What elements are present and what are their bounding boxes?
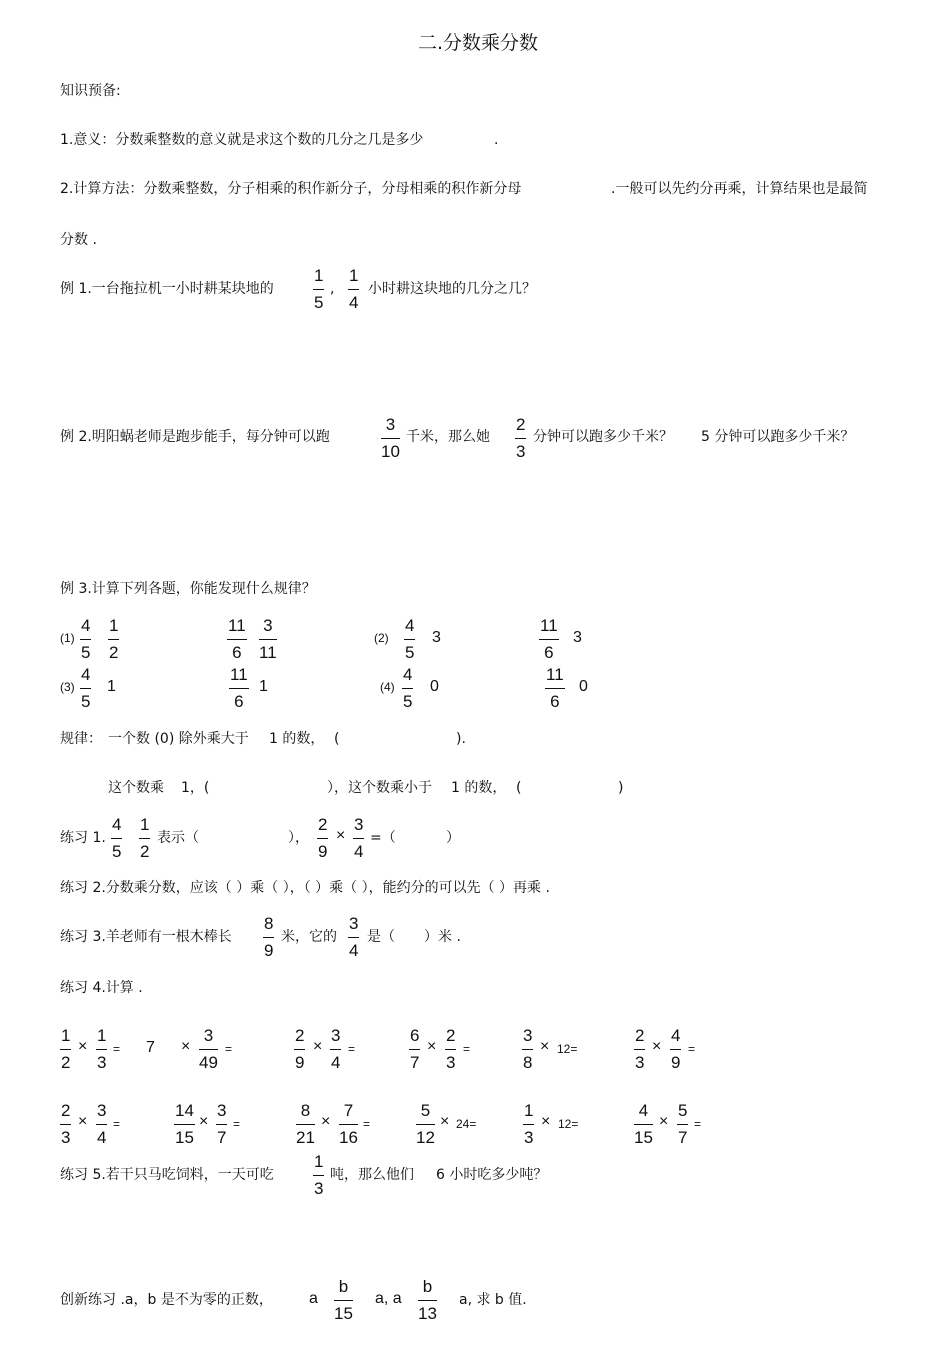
numerator: 2	[446, 1026, 456, 1045]
ex3-p4-number-b: 0	[579, 678, 588, 695]
method-text-end: 分数 .	[60, 232, 97, 248]
p4-r2-e4-tail: 24=	[456, 1117, 477, 1131]
denominator: 4	[97, 1128, 107, 1147]
denominator: 3	[635, 1053, 645, 1072]
ex1-fraction-2	[348, 266, 359, 313]
p2-text: 练习 2.分数乘分数，应该（ ）乘（ ），（ ）乘（ ），能约分的可以先（ ）再乘 .	[60, 880, 550, 896]
meaning-period: .	[494, 132, 499, 148]
times-sign: ×	[336, 827, 346, 844]
p4-r2-e3-fraction-b	[339, 1101, 358, 1148]
denominator: 10	[381, 442, 400, 461]
p4-r1-e4-tail: 12=	[557, 1042, 578, 1056]
denominator: 5	[314, 293, 324, 312]
prep-heading: 知识预备:	[60, 83, 121, 99]
p4-r2-e5-fraction	[523, 1101, 534, 1148]
denominator: 11	[259, 643, 277, 662]
denominator: 3	[61, 1128, 71, 1147]
p4-r2-e2-fraction-a	[174, 1101, 195, 1148]
times-sign: ×	[427, 1038, 437, 1055]
denominator: 3	[97, 1053, 107, 1072]
equals-sign: =	[463, 1042, 471, 1056]
numerator: 6	[410, 1026, 420, 1045]
times-sign: ×	[659, 1113, 669, 1130]
p4-r1-number: 7	[146, 1039, 155, 1056]
denominator: 5	[403, 692, 413, 711]
p1-label: 练习 1.	[60, 830, 106, 846]
denominator: 15	[334, 1304, 353, 1323]
p1-fraction-3	[317, 815, 328, 862]
rule-paren-open: (	[334, 731, 340, 747]
rule-text-3: 这个数乘	[108, 780, 164, 796]
denominator: 5	[81, 643, 91, 662]
p4-r2-e3-fraction-a	[296, 1101, 315, 1148]
ex1-comma: ,	[330, 281, 335, 297]
page-title: 二.分数乘分数	[418, 32, 539, 54]
p4-r1-e3-fraction-a	[409, 1026, 420, 1073]
numerator: 2	[516, 415, 526, 434]
times-sign: ×	[78, 1113, 88, 1130]
denominator: 7	[678, 1128, 688, 1147]
denominator: 7	[410, 1053, 420, 1072]
p4-r2-e6-fraction-b	[677, 1101, 688, 1148]
rule-text-5: ），这个数乘小于	[327, 780, 432, 796]
ex2-text: 例 2.明阳蜗老师是跑步能手，每分钟可以跑	[60, 429, 330, 445]
p3-fraction-2	[348, 914, 359, 961]
numerator: 8	[264, 914, 274, 933]
equals-sign: =	[113, 1117, 121, 1131]
rule-label: 规律：	[60, 731, 102, 747]
numerator: 3	[263, 616, 273, 635]
denominator: 6	[550, 692, 560, 711]
denominator: 6	[234, 692, 244, 711]
denominator: 6	[544, 643, 554, 662]
denominator: 4	[331, 1053, 341, 1072]
denominator: 49	[199, 1053, 218, 1072]
equals-sign: =	[688, 1042, 696, 1056]
p4-r1-e4-fraction	[522, 1026, 533, 1073]
numerator: 11	[546, 665, 564, 684]
numerator: 3	[523, 1026, 533, 1045]
times-sign: ×	[313, 1038, 323, 1055]
numerator: 4	[403, 665, 413, 684]
numerator: 3	[217, 1101, 227, 1120]
method-text: 2.计算方法：分数乘整数，分子相乘的积作新分子，分母相乘的积作新分母	[60, 181, 522, 197]
denominator: 3	[516, 442, 526, 461]
numerator: 4	[81, 616, 91, 635]
ex3-p1-fraction-a	[80, 616, 91, 663]
ex3-label-3: (3)	[60, 680, 75, 694]
denominator: 4	[349, 293, 359, 312]
numerator: 2	[318, 815, 328, 834]
times-sign: ×	[181, 1038, 191, 1055]
p4-r1-e5-fraction-a	[634, 1026, 645, 1073]
numerator: 2	[295, 1026, 305, 1045]
denominator: 5	[405, 643, 415, 662]
rule-text-2: 1 的数，	[269, 731, 325, 747]
numerator: 5	[678, 1101, 688, 1120]
denominator: 5	[112, 842, 122, 861]
p1-fraction-4	[353, 815, 364, 862]
numerator: 3	[203, 1026, 214, 1045]
innov-var-a: a	[309, 1290, 318, 1307]
rule-paren-open-2: (	[516, 780, 522, 796]
numerator: 4	[638, 1101, 649, 1120]
denominator: 3	[524, 1128, 534, 1147]
times-sign: ×	[321, 1113, 331, 1130]
denominator: 21	[296, 1128, 315, 1147]
ex2-fraction-1	[381, 415, 400, 462]
equals-sign: =	[225, 1042, 233, 1056]
times-sign: ×	[199, 1113, 209, 1130]
ex3-text: 例 3.计算下列各题，你能发现什么规律？	[60, 581, 316, 597]
denominator: 8	[523, 1053, 533, 1072]
numerator: 14	[175, 1101, 194, 1120]
ex3-p3-fraction-b	[229, 665, 249, 712]
ex3-p3-number-b: 1	[259, 678, 268, 695]
ex3-label-2: (2)	[374, 631, 389, 645]
innov-label: 创新练习 .a，b 是不为零的正数，	[60, 1292, 273, 1308]
denominator: 3	[446, 1053, 456, 1072]
p4-r1-e3-fraction-b	[445, 1026, 456, 1073]
equals-sign: =	[233, 1117, 241, 1131]
numerator: 11	[230, 665, 248, 684]
p3-text-3: ）米 .	[424, 929, 461, 945]
denominator: 6	[232, 643, 242, 662]
ex3-p2-fraction-a	[404, 616, 415, 663]
denominator: 9	[318, 842, 328, 861]
times-sign: ×	[541, 1113, 551, 1130]
numerator: 4	[112, 815, 122, 834]
numerator: 4	[671, 1026, 681, 1045]
numerator: 1	[524, 1101, 534, 1120]
numerator: 4	[81, 665, 91, 684]
innov-fraction-2	[418, 1277, 437, 1324]
p1-fraction-1	[111, 815, 122, 862]
numerator: 5	[420, 1101, 431, 1120]
method-text-cont: .一般可以先约分再乘，计算结果也是最简	[611, 181, 868, 197]
ex3-p4-fraction-a	[402, 665, 413, 712]
p1-fraction-2	[139, 815, 150, 862]
rule-paren-close-2: )	[618, 780, 624, 796]
ex3-p4-number-a: 0	[430, 678, 439, 695]
ex2-fraction-2	[515, 415, 526, 462]
numerator: 3	[97, 1101, 107, 1120]
ex3-p3-number-a: 1	[107, 678, 116, 695]
p1-text-2: ），	[288, 830, 309, 846]
ex3-p1-fraction-c	[227, 616, 247, 663]
numerator: 1	[140, 815, 150, 834]
denominator: 5	[81, 692, 91, 711]
ex3-p2-number-a: 3	[432, 629, 441, 646]
denominator: 15	[634, 1128, 653, 1147]
p1-text-1: 表示（	[157, 830, 199, 846]
p3-text-1: 米，它的	[281, 929, 337, 945]
denominator: 16	[339, 1128, 358, 1147]
p3-text-2: 是（	[367, 929, 395, 945]
ex3-p1-fraction-b	[108, 616, 119, 663]
denominator: 2	[109, 643, 119, 662]
p4-r1-e1-fraction-b	[96, 1026, 107, 1073]
denominator: 12	[416, 1128, 435, 1147]
p4-r2-e1-fraction-a	[60, 1101, 71, 1148]
times-sign: ×	[652, 1038, 662, 1055]
numerator: 4	[405, 616, 415, 635]
p5-fraction	[313, 1152, 324, 1199]
denominator: 13	[418, 1304, 437, 1323]
numerator: 2	[635, 1026, 645, 1045]
innov-fraction-1	[334, 1277, 353, 1324]
denominator: 9	[671, 1053, 681, 1072]
p4-r2-e1-fraction-b	[96, 1101, 107, 1148]
p4-r2-e5-tail: 12=	[558, 1117, 579, 1131]
p3-label: 练习 3.羊老师有一根木棒长	[60, 929, 232, 945]
p3-fraction-1	[263, 914, 274, 961]
denominator: 9	[295, 1053, 305, 1072]
rule-text-1: 一个数 (0) 除外乘大于	[108, 731, 249, 747]
ex1-tail: 小时耕这块地的几分之几？	[368, 281, 536, 297]
times-sign: ×	[78, 1038, 88, 1055]
p4-label: 练习 4.计算 .	[60, 980, 143, 996]
equals-sign: =	[363, 1117, 371, 1131]
ex2-mid: 千米，那么她	[406, 429, 490, 445]
p4-r2-e4-fraction	[416, 1101, 435, 1148]
p4-r1-e2-fraction-b	[330, 1026, 341, 1073]
p5-label: 练习 5.若干只马吃饲料，一天可吃	[60, 1167, 274, 1183]
denominator: 2	[61, 1053, 71, 1072]
meaning-text: 1.意义：分数乘整数的意义就是求这个数的几分之几是多少	[60, 132, 424, 148]
p1-text-4: ）	[446, 830, 460, 846]
numerator: 2	[61, 1101, 71, 1120]
p5-tail-2: 6 小时吃多少吨？	[436, 1167, 548, 1183]
denominator: 15	[175, 1128, 194, 1147]
numerator: 1	[61, 1026, 71, 1045]
numerator: b	[338, 1277, 349, 1296]
numerator: 7	[343, 1101, 354, 1120]
numerator: 11	[228, 616, 246, 635]
ex3-p4-fraction-b	[545, 665, 565, 712]
denominator: 3	[314, 1179, 324, 1198]
p4-r1-e5-fraction-b	[670, 1026, 681, 1073]
p4-r1-e1-fraction-c	[199, 1026, 218, 1073]
numerator: 8	[300, 1101, 311, 1120]
numerator: 1	[314, 1152, 324, 1171]
denominator: 4	[349, 941, 359, 960]
numerator: 1	[349, 266, 359, 285]
equals-sign: =	[694, 1117, 702, 1131]
numerator: 3	[354, 815, 364, 834]
ex2-tail-2: 5 分钟可以跑多少千米？	[701, 429, 855, 445]
ex1-text: 例 1.一台拖拉机一小时耕某块地的	[60, 281, 274, 297]
times-sign: ×	[440, 1113, 450, 1130]
p4-r2-e2-fraction-b	[216, 1101, 227, 1148]
denominator: 7	[217, 1128, 227, 1147]
rule-paren-close: ).	[456, 731, 466, 747]
ex3-label-4: (4)	[380, 680, 395, 694]
numerator: 1	[109, 616, 119, 635]
innov-tail: a, 求 b 值.	[459, 1292, 527, 1308]
numerator: 1	[97, 1026, 107, 1045]
ex3-p2-number-b: 3	[573, 629, 582, 646]
ex3-p3-fraction-a	[80, 665, 91, 712]
p4-r1-e1-fraction-a	[60, 1026, 71, 1073]
ex3-p1-fraction-d	[259, 616, 277, 663]
numerator: 3	[331, 1026, 341, 1045]
denominator: 9	[264, 941, 274, 960]
ex3-label-1: (1)	[60, 631, 75, 645]
ex2-tail: 分钟可以跑多少千米？	[533, 429, 673, 445]
numerator: b	[422, 1277, 433, 1296]
p1-text-3: =（	[370, 830, 396, 846]
rule-text-4: 1，(	[181, 780, 210, 796]
numerator: 11	[540, 616, 558, 635]
p4-r1-e2-fraction-a	[294, 1026, 305, 1073]
ex3-p2-fraction-b	[539, 616, 559, 663]
p4-r2-e6-fraction-a	[634, 1101, 653, 1148]
denominator: 4	[354, 842, 364, 861]
equals-sign: =	[113, 1042, 121, 1056]
numerator: 3	[349, 914, 359, 933]
denominator: 2	[140, 842, 150, 861]
rule-text-6: 1 的数，	[451, 780, 507, 796]
numerator: 1	[314, 266, 324, 285]
ex1-fraction-1	[313, 266, 324, 313]
numerator: 3	[385, 415, 396, 434]
times-sign: ×	[540, 1038, 550, 1055]
p5-tail: 吨，那么他们	[330, 1167, 414, 1183]
innov-mid: a, a	[375, 1290, 402, 1307]
equals-sign: =	[348, 1042, 356, 1056]
